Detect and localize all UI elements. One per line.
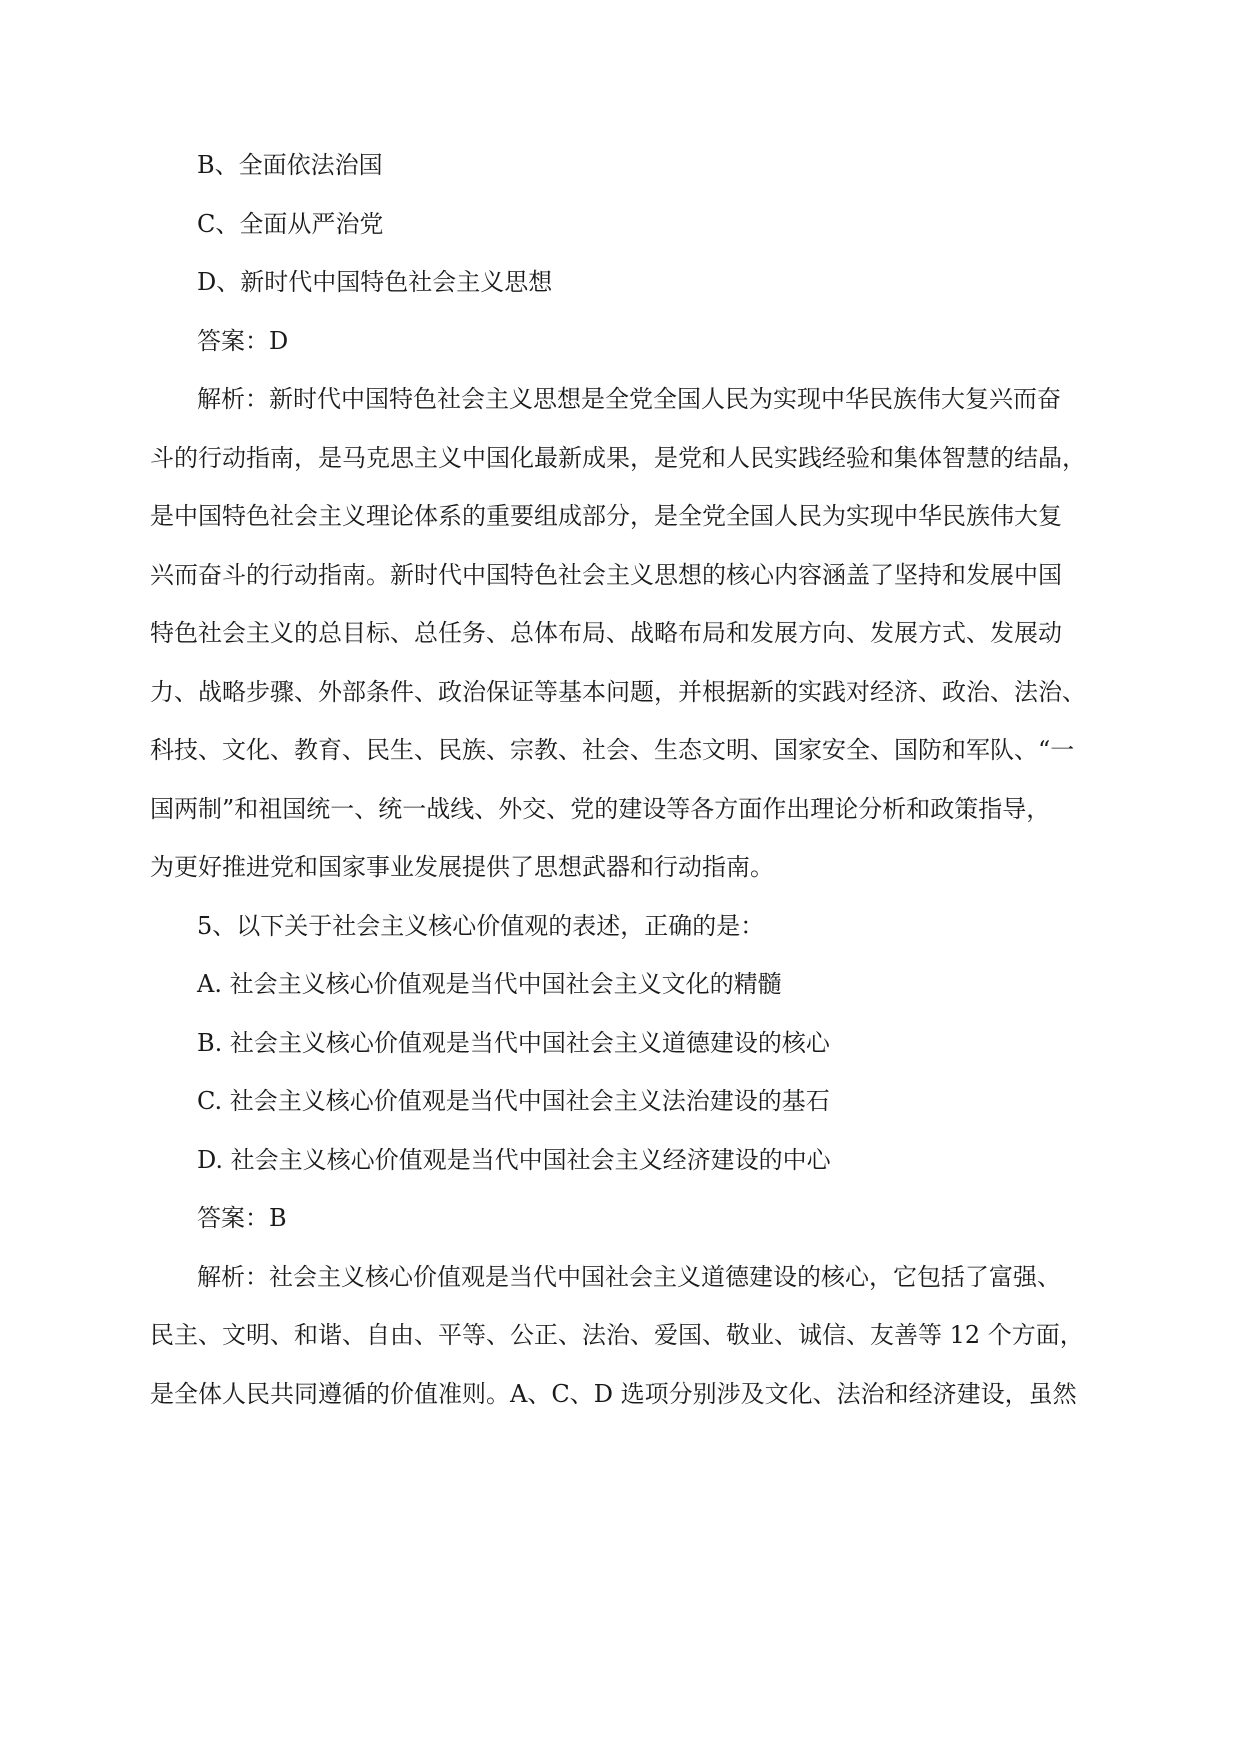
q5-analysis-line: 民主、文明、和谐、自由、平等、公正、法治、爱国、敬业、诚信、友善等 12 个方面， xyxy=(150,1321,1084,1349)
q4-option-d: D、新时代中国特色社会主义思想 xyxy=(197,268,553,296)
q4-option-b: B、全面依法治国 xyxy=(197,151,383,179)
q4-analysis-line: 国两制”和祖国统一、统一战线、外交、党的建设等各方面作出理论分析和政策指导， xyxy=(150,795,1051,823)
q5-answer: 答案：B xyxy=(197,1204,287,1232)
q4-analysis-line: 为更好推进党和国家事业发展提供了思想武器和行动指南。 xyxy=(150,853,774,881)
q5-analysis-line: 解析：社会主义核心价值观是当代中国社会主义道德建设的核心，它包括了富强、 xyxy=(197,1263,1061,1291)
q5-option-b: B. 社会主义核心价值观是当代中国社会主义道德建设的核心 xyxy=(197,1029,830,1057)
q4-answer: 答案：D xyxy=(197,327,289,355)
q5-question: 5、以下关于社会主义核心价值观的表述，正确的是： xyxy=(197,912,765,940)
q5-option-a: A. 社会主义核心价值观是当代中国社会主义文化的精髓 xyxy=(197,970,782,998)
q4-analysis-line: 特色社会主义的总目标、总任务、总体布局、战略布局和发展方向、发展方式、发展动 xyxy=(150,619,1062,647)
q4-analysis-line: 是中国特色社会主义理论体系的重要组成部分，是全党全国人民为实现中华民族伟大复 xyxy=(150,502,1062,530)
q4-analysis-line: 力、战略步骤、外部条件、政治保证等基本问题，并根据新的实践对经济、政治、法治、 xyxy=(150,678,1086,706)
q4-option-c: C、全面从严治党 xyxy=(197,210,384,238)
q5-option-c: C. 社会主义核心价值观是当代中国社会主义法治建设的基石 xyxy=(197,1087,830,1115)
q5-option-d: D. 社会主义核心价值观是当代中国社会主义经济建设的中心 xyxy=(197,1146,831,1174)
q4-analysis-line: 兴而奋斗的行动指南。新时代中国特色社会主义思想的核心内容涵盖了坚持和发展中国 xyxy=(150,561,1062,589)
q5-analysis-line: 是全体人民共同遵循的价值准则。A、C、D 选项分别涉及文化、法治和经济建设，虽然 xyxy=(150,1380,1077,1408)
q4-analysis-line: 斗的行动指南，是马克思主义中国化最新成果，是党和人民实践经验和集体智慧的结晶， xyxy=(150,444,1086,472)
q4-analysis-line: 解析：新时代中国特色社会主义思想是全党全国人民为实现中华民族伟大复兴而奋 xyxy=(197,385,1061,413)
q4-analysis-line: 科技、文化、教育、民生、民族、宗教、社会、生态文明、国家安全、国防和军队、“一 xyxy=(150,736,1075,764)
